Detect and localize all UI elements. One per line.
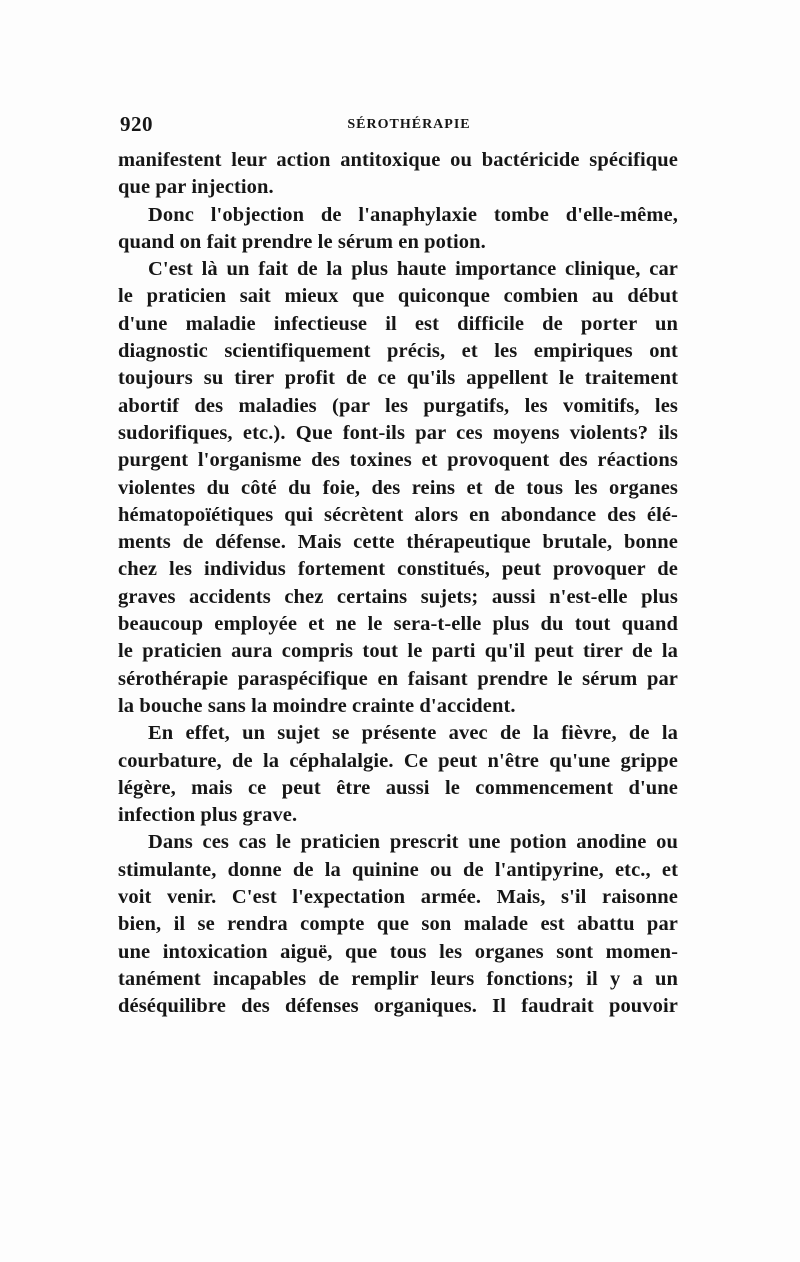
text-line: voit venir. C'est l'expectation armée. Mais, s'il raisonne xyxy=(118,886,678,909)
text-line: légère, mais ce peut être aussi le commencement d'une xyxy=(118,776,678,799)
text-line: tanément incapables de remplir leurs fonctions; il y a un xyxy=(118,967,678,990)
text-line: une intoxication aiguë, que tous les organes sont momen- xyxy=(118,940,678,963)
text-line: ments de défense. Mais cette thérapeutique brutale, bonne xyxy=(118,531,678,554)
text-line: Donc l'objection de l'anaphylaxie tombe d'elle-même, xyxy=(148,203,678,226)
text-line: chez les individus fortement constitués, peut provoquer de xyxy=(118,558,678,581)
text-line: En effet, un sujet se présente avec de la fièvre, de la xyxy=(148,722,678,745)
page-header xyxy=(120,112,678,140)
text-line: déséquilibre des défenses organiques. Il faudrait pouvoir xyxy=(118,995,678,1018)
text-line: toujours su tirer profit de ce qu'ils appellent le traitement xyxy=(118,367,678,390)
text-line: le praticien sait mieux que quiconque combien au début xyxy=(118,285,678,308)
text-line: quand on fait prendre le sérum en potion. xyxy=(118,230,486,253)
text-line: purgent l'organisme des toxines et provoquent des réactions xyxy=(118,449,678,472)
text-line: diagnostic scientifiquement précis, et les empiriques ont xyxy=(118,340,678,363)
text-line: manifestent leur action antitoxique ou bactéricide spécifique xyxy=(118,149,678,171)
text-line: d'une maladie infectieuse il est difficile de porter un xyxy=(118,312,678,335)
text-line: C'est là un fait de la plus haute importance clinique, car xyxy=(148,258,678,281)
text-line: la bouche sans la moindre crainte d'accident. xyxy=(118,694,516,717)
text-line: graves accidents chez certains sujets; aussi n'est-elle plus xyxy=(118,585,678,608)
text-line: infection plus grave. xyxy=(118,804,298,827)
page-number: 920 xyxy=(120,112,153,136)
text-line: stimulante, donne de la quinine ou de l'antipyrine, etc., et xyxy=(118,858,678,881)
text-line: sérothérapie paraspécifique en faisant prendre le sérum par xyxy=(118,667,678,690)
text-line: sudorifiques, etc.). Que font-ils par ces moyens violents? ils xyxy=(118,421,678,444)
text-line: beaucoup employée et ne le sera-t-elle plus du tout quand xyxy=(118,613,678,636)
body-text xyxy=(118,147,678,1021)
text-line: abortif des maladies (par les purgatifs, les vomitifs, les xyxy=(118,394,678,417)
text-line: violentes du côté du foie, des reins et de tous les organes xyxy=(118,476,678,499)
text-line: bien, il se rendra compte que son malade est abattu par xyxy=(118,913,678,936)
running-title: SÉROTHÉRAPIE xyxy=(347,117,471,132)
text-line: que par injection. xyxy=(118,176,274,199)
text-line: Dans ces cas le praticien prescrit une potion anodine ou xyxy=(148,831,678,854)
text-line: courbature, de la céphalalgie. Ce peut n'être qu'une grippe xyxy=(118,749,678,772)
text-line: le praticien aura compris tout le parti qu'il peut tirer de la xyxy=(118,640,678,663)
text-line: hématopoïétiques qui sécrètent alors en abondance des élé- xyxy=(118,503,678,526)
